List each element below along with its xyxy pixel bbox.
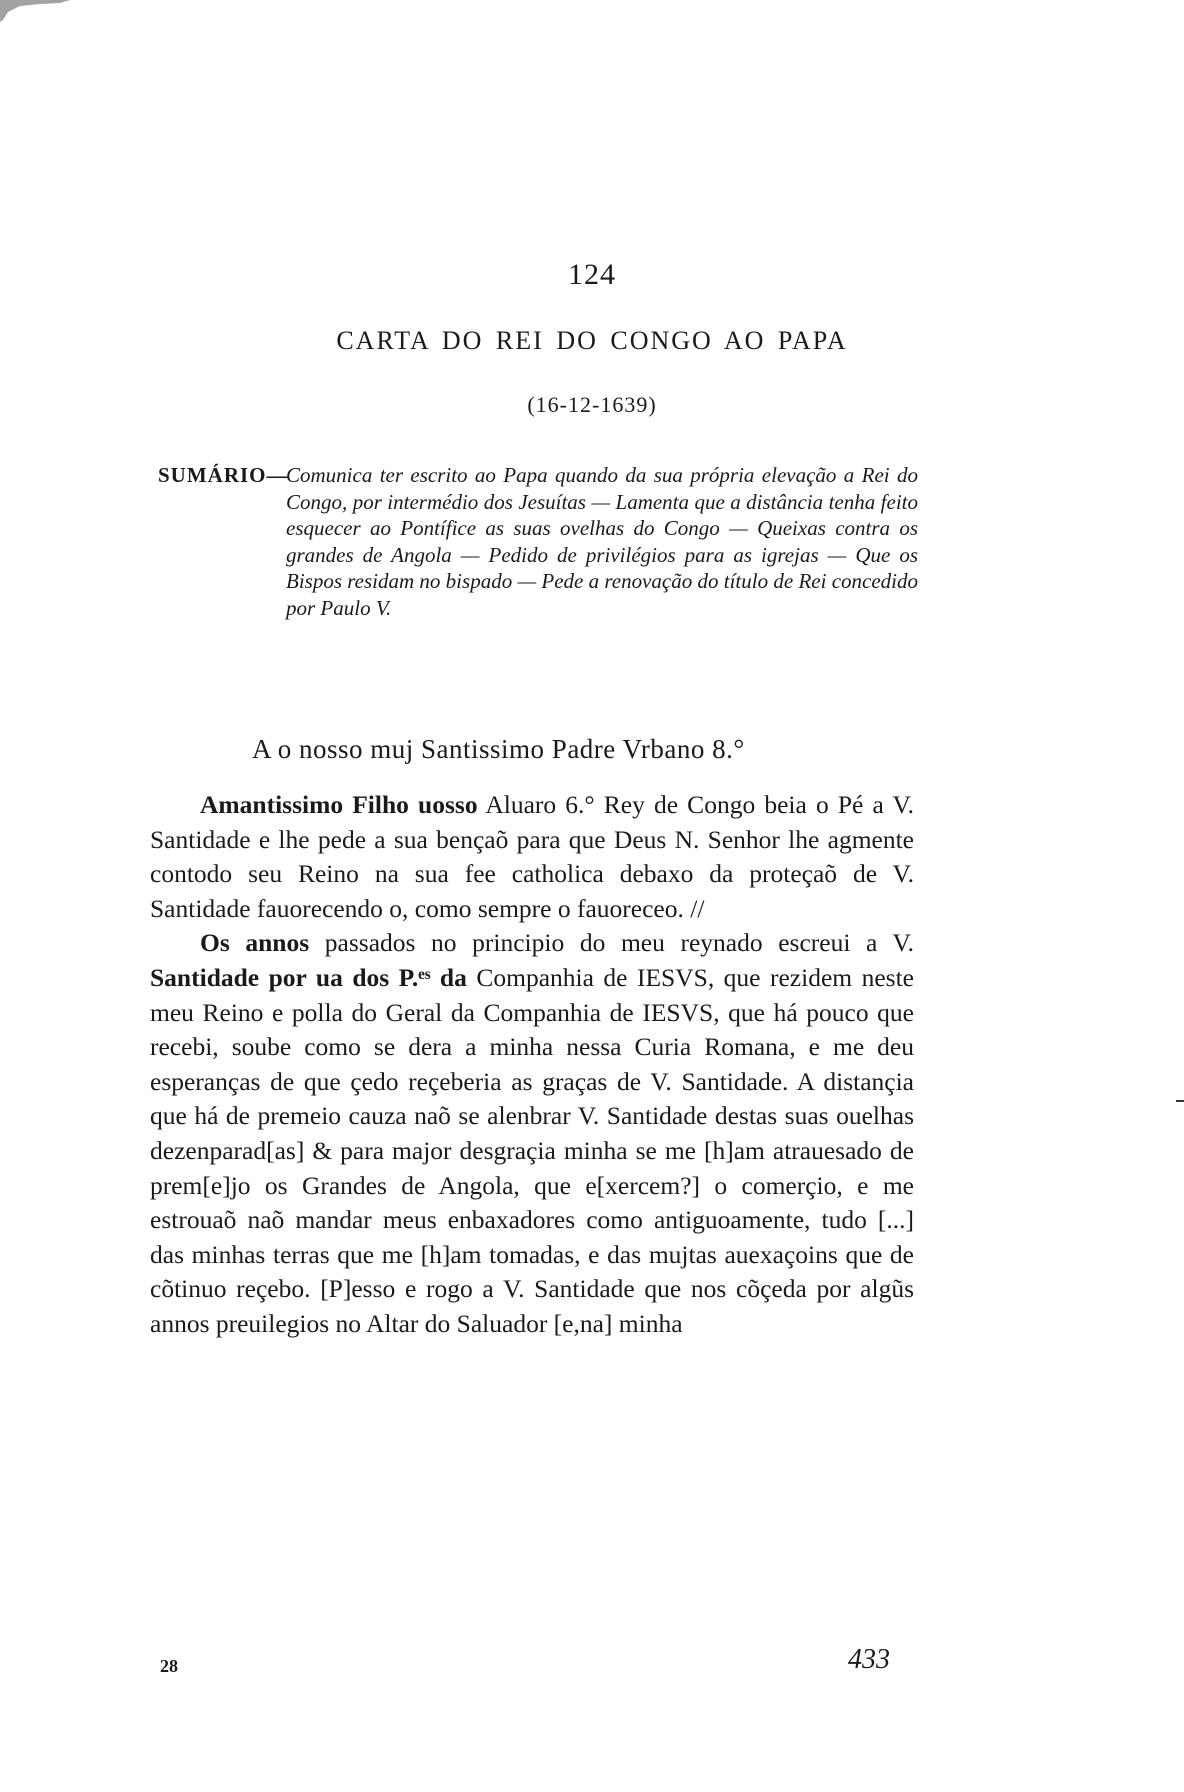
signature-mark: 28: [160, 1656, 178, 1676]
summary-dash: —: [266, 463, 289, 487]
paragraph-1-text: Aluaro 6.° Rey de Congo beia o Pé a V. Santidade e lhe pede a sua bençaõ para que Deus N. Senhor lhe agmente contodo seu Reino na sua fee catholica debaxo da proteçaõ de V. Santidade fauorecendo o, como sempre o fauoreceo. //: [150, 790, 914, 923]
paragraph-2-text-b: Companhia de IESVS, que rezidem neste meu Reino e polla do Geral da Companhia de IESVS, que há pouco que recebi, soube como se dera a minha nessa Curia Romana, e me deu esperanças de que çedo reçeberia as graças de V. Santidade. A distançia que há de premeio cauza naõ se alenbrar V. Santidade destas suas ouelhas dezenparad[as] & para major desgraçia minha se me [h]am atrauesado de prem[e]jo os Grandes de Angola, que e[xercem?] o comerçio, e me estrouaõ naõ mandar meus enbaxadores como antiguoamente, tudo [...] das minhas terras que me [h]am tomadas, e das mujtas auexaçoins que de cõtinuo reçebo. [P]esso e rogo a V. Santidade que nos cõçeda por algũs annos preuilegios no Altar do Saluador [e,na] minha: [150, 962, 914, 1338]
paragraph-2-text-a: passados no principio do meu reynado escreui a V.: [309, 928, 915, 958]
summary-label: [158, 462, 289, 489]
summary-text: Comunica ter escrito ao Papa quando da sua própria elevação a Rei do Congo, por intermédio dos Jesuítas — Lamenta que a distância tenha feito esquecer ao Pontífice as suas ovelhas do Congo — Queixas contra os grandes de Angola — Pedido de privilégios para as igrejas — Que os Bispos residam no bispado — Pede a renovação do título de Rei concedido por Paulo V.: [286, 463, 918, 620]
footer-page-number: 433: [848, 1644, 890, 1675]
letter-paragraph-1: [150, 788, 914, 926]
summary-block: [158, 462, 918, 621]
document-date: (16-12-1639): [527, 392, 657, 417]
paragraph-2-lead: Os annos: [200, 928, 310, 958]
letter-paragraph-2: [150, 926, 914, 1341]
document-title: CARTA DO REI DO CONGO AO PAPA: [336, 326, 848, 355]
paragraph-1-lead: Amantissimo Filho uosso: [200, 790, 478, 819]
letter-salutation: A o nosso muj Santissimo Padre Vrbano 8.°: [252, 734, 745, 764]
scan-edge-mark: [1176, 1100, 1184, 1102]
scan-artifact: [0, 0, 70, 22]
page-number: 124: [568, 258, 616, 291]
letter-body: [150, 788, 914, 1342]
paragraph-2-bold: Santidade por ua dos P.ᵉˢ da: [150, 962, 467, 992]
summary-label-text: SUMÁRIO: [158, 463, 267, 487]
